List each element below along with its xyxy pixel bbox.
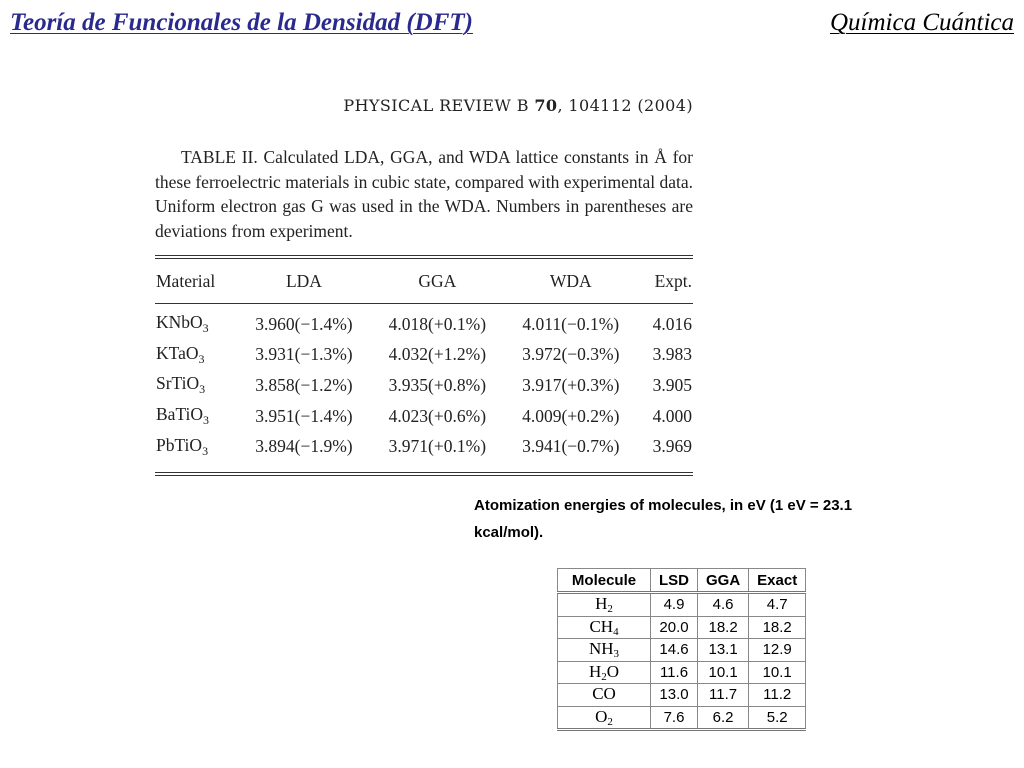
gga-cell: 3.935(+0.8%)	[388, 374, 487, 395]
wda-cell: 4.009(+0.2%)	[522, 405, 620, 426]
exact-cell: 4.7	[749, 593, 806, 617]
gga-cell: 10.1	[698, 661, 749, 684]
material-cell	[155, 340, 237, 371]
journal-citation: PHYSICAL REVIEW B 70, 104112 (2004)	[343, 96, 693, 115]
journal-pages: 104112 (2004)	[568, 96, 693, 115]
gga-cell: 4.032(+1.2%)	[388, 344, 487, 365]
gga-cell: 3.971(+0.1%)	[388, 436, 487, 457]
lsd-cell: 20.0	[651, 616, 698, 639]
col-header: Expt.	[637, 259, 693, 304]
journal-volume: 70	[534, 96, 558, 115]
table-row	[558, 706, 806, 730]
lsd-cell: 4.9	[651, 593, 698, 617]
exact-cell: 10.1	[749, 661, 806, 684]
table-row	[155, 431, 693, 462]
gga-cell: 11.7	[698, 684, 749, 707]
formula-subscript: 3	[613, 648, 620, 661]
wda-cell: 3.972(−0.3%)	[522, 344, 620, 365]
slide-title: Teoría de Funcionales de la Densidad (DFT)	[10, 9, 473, 36]
formula-base: BaTiO	[156, 404, 204, 425]
formula-base: PbTiO	[156, 434, 203, 455]
wda-cell: 3.941(−0.7%)	[522, 436, 620, 457]
table-row	[155, 370, 693, 401]
exact-cell: 12.9	[749, 639, 806, 662]
col-header: Material	[155, 259, 237, 304]
molecule-cell	[558, 684, 651, 707]
col-header: GGA	[371, 259, 504, 304]
expt-cell: 3.905	[652, 374, 692, 395]
atomization-table	[557, 568, 806, 731]
col-header: Molecule	[558, 569, 651, 593]
col-header: GGA	[698, 569, 749, 593]
gga-cell: 18.2	[698, 616, 749, 639]
gga-cell: 4.6	[698, 593, 749, 617]
formula-base: O	[595, 706, 608, 726]
lda-cell: 3.858(−1.2%)	[255, 374, 353, 395]
table-row	[558, 593, 806, 617]
expt-cell: 4.000	[652, 405, 692, 426]
wda-cell: 3.917(+0.3%)	[522, 374, 620, 395]
formula-subscript: 4	[613, 625, 619, 638]
material-cell	[155, 431, 237, 462]
gga-cell: 4.018(+0.1%)	[388, 313, 487, 334]
expt-cell: 3.969	[652, 436, 692, 457]
gga-cell: 13.1	[698, 639, 749, 662]
course-title: Química Cuántica	[829, 9, 1014, 36]
lsd-cell: 13.0	[651, 684, 698, 707]
formula-subscript: 3	[203, 413, 210, 428]
col-header: LDA	[237, 259, 370, 304]
lsd-cell: 7.6	[651, 706, 698, 730]
exact-cell: 11.2	[749, 684, 806, 707]
expt-cell: 4.016	[652, 313, 692, 334]
formula-subscript: 3	[199, 382, 206, 397]
formula-base: CH	[589, 616, 614, 636]
wda-cell: 4.011(−0.1%)	[522, 313, 620, 334]
formula-subscript: 3	[202, 443, 209, 458]
molecule-cell	[558, 593, 651, 617]
formula-base: CO	[592, 684, 616, 704]
table-row	[155, 401, 693, 432]
lda-cell: 3.894(−1.9%)	[255, 436, 353, 457]
material-cell	[155, 401, 237, 432]
formula-subscript: 2	[607, 603, 613, 616]
col-header: WDA	[504, 259, 637, 304]
table-row	[558, 661, 806, 684]
formula-base: SrTiO	[156, 373, 200, 394]
molecule-cell	[558, 661, 651, 684]
col-header: LSD	[651, 569, 698, 593]
expt-cell: 3.983	[652, 344, 692, 365]
formula-base: KNbO	[156, 312, 203, 333]
formula-base: H	[588, 661, 602, 681]
table-bottom-rule	[155, 472, 693, 476]
col-header: Exact	[749, 569, 806, 593]
lda-cell: 3.960(−1.4%)	[255, 313, 353, 334]
journal-name: PHYSICAL REVIEW B	[343, 96, 529, 115]
material-cell	[155, 370, 237, 401]
formula-base: H	[595, 594, 608, 614]
table-header-row	[558, 569, 806, 593]
table-header-row	[155, 259, 693, 304]
gga-cell: 6.2	[698, 706, 749, 730]
formula-subscript: 3	[198, 351, 205, 366]
formula-subscript: 2	[607, 715, 613, 728]
lattice-constants-table	[155, 259, 693, 462]
table-row	[558, 639, 806, 662]
lda-cell: 3.951(−1.4%)	[255, 405, 353, 426]
table-caption: TABLE II. Calculated LDA, GGA, and WDA lattice constants in Å for these ferroelectric materials in cubic state, compared with experimental data. Uniform electron gas G was used in the WDA. Numbers in parentheses are deviations from experiment.	[155, 147, 693, 241]
table-row	[155, 304, 693, 340]
formula-tail: O	[606, 661, 620, 681]
table-row	[558, 684, 806, 707]
table-row	[558, 616, 806, 639]
table-row	[155, 340, 693, 371]
molecule-cell	[558, 639, 651, 662]
molecule-cell	[558, 706, 651, 730]
gga-cell: 4.023(+0.6%)	[388, 405, 487, 426]
exact-cell: 5.2	[749, 706, 806, 730]
exact-cell: 18.2	[749, 616, 806, 639]
formula-subscript: 3	[202, 321, 209, 336]
material-cell	[155, 304, 237, 340]
lda-cell: 3.931(−1.3%)	[255, 344, 353, 365]
formula-subscript: 2	[601, 670, 607, 683]
paper-excerpt	[155, 96, 693, 476]
lsd-cell: 11.6	[651, 661, 698, 684]
formula-base: NH	[588, 639, 614, 659]
formula-base: KTaO	[156, 342, 199, 363]
lsd-cell: 14.6	[651, 639, 698, 662]
molecule-cell	[558, 616, 651, 639]
atomization-caption: Atomization energies of molecules, in eV (1 eV = 23.1 kcal/mol).	[474, 497, 853, 541]
